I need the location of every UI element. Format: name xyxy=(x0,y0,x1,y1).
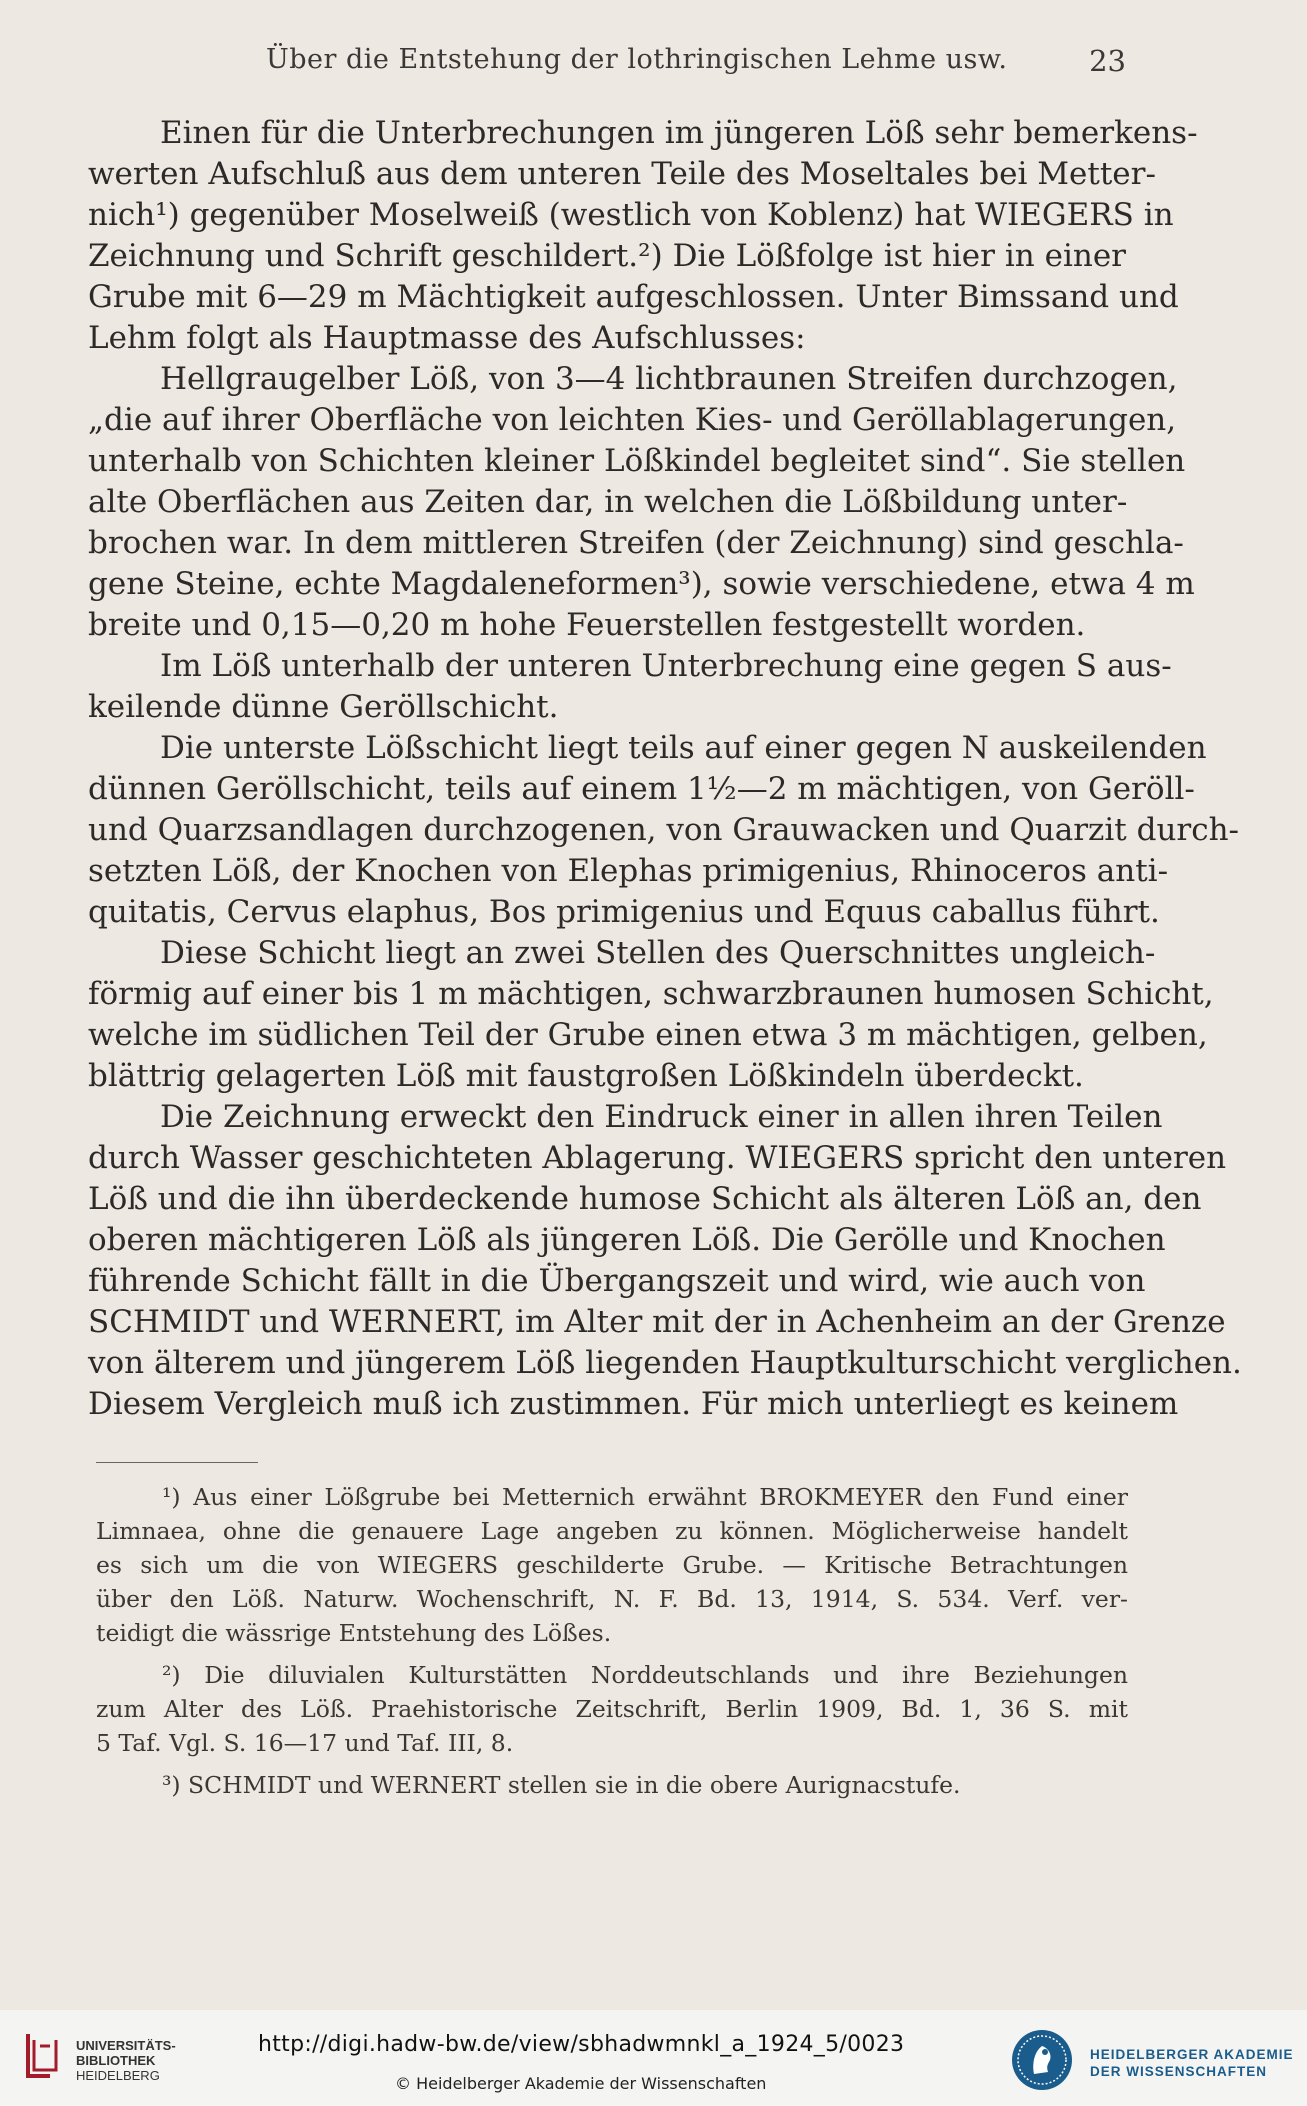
body-line: unterhalb von Schichten kleiner Lößkindel begleitet sind“. Sie stellen xyxy=(88,443,1186,479)
body-line: welche im südlichen Teil der Grube einen etwa 3 m mächtigen, gelben, xyxy=(88,1017,1208,1053)
body-line: SCHMIDT und WERNERT, im Alter mit der in Achenheim an der Grenze xyxy=(88,1304,1226,1340)
footnote-line: ¹) Aus einer Lößgrube bei Metternich erwähnt BROKMEYER den Fund einer xyxy=(162,1483,1128,1511)
body-line: quitatis, Cervus elaphus, Bos primigenius und Equus caballus führt. xyxy=(88,894,1160,930)
body-line: Die Zeichnung erweckt den Eindruck einer in allen ihren Teilen xyxy=(160,1099,1163,1135)
footnote-line: teidigt die wässrige Entstehung des Lößes. xyxy=(96,1619,612,1647)
body-line: blättrig gelagerten Löß mit faustgroßen Lößkindeln überdeckt. xyxy=(88,1058,1084,1094)
body-line: Zeichnung und Schrift geschildert.²) Die Lößfolge ist hier in einer xyxy=(88,238,1126,274)
university-library-logo-icon xyxy=(20,2030,64,2082)
body-line: breite und 0,15—0,20 m hohe Feuerstellen festgestellt worden. xyxy=(88,607,1086,643)
page-number: 23 xyxy=(1089,44,1126,78)
body-line: durch Wasser geschichteten Ablagerung. WIEGERS spricht den unteren xyxy=(88,1140,1227,1176)
body-line: Diese Schicht liegt an zwei Stellen des Querschnittes ungleich- xyxy=(160,935,1156,971)
running-head-title: Über die Entstehung der lothringischen Lehme usw. xyxy=(266,44,1008,75)
academy-emblem-icon xyxy=(1010,2028,1074,2092)
body-line: Grube mit 6—29 m Mächtigkeit aufgeschlossen. Unter Bimssand und xyxy=(88,279,1179,315)
university-library-name: UNIVERSITÄTS- BIBLIOTHEK HEIDELBERG xyxy=(76,2038,176,2083)
body-line: nich¹) gegenüber Moselweiß (westlich von Koblenz) hat WIEGERS in xyxy=(88,197,1174,233)
body-line: Die unterste Lößschicht liegt teils auf einer gegen N auskeilenden xyxy=(160,730,1207,766)
body-line: keilende dünne Geröllschicht. xyxy=(88,689,559,725)
footnote-line: zum Alter des Löß. Praehistorische Zeitschrift, Berlin 1909, Bd. 1, 36 S. mit xyxy=(96,1695,1128,1723)
footnote-divider xyxy=(96,1462,258,1463)
footnote-line: über den Löß. Naturw. Wochenschrift, N. F. Bd. 13, 1914, S. 534. Verf. ver- xyxy=(96,1585,1128,1613)
body-line: Löß und die ihn überdeckende humose Schicht als älteren Löß an, den xyxy=(88,1181,1202,1217)
footnote-line: es sich um die von WIEGERS geschilderte Grube. — Kritische Betrachtungen xyxy=(96,1551,1128,1579)
body-line: Hellgraugelber Löß, von 3—4 lichtbraunen Streifen durchzogen, xyxy=(160,361,1178,397)
body-line: Diesem Vergleich muß ich zustimmen. Für mich unterliegt es keinem xyxy=(88,1386,1179,1422)
body-line: oberen mächtigeren Löß als jüngeren Löß. Die Gerölle und Knochen xyxy=(88,1222,1166,1258)
body-line: „die auf ihrer Oberfläche von leichten Kies- und Geröllablagerungen, xyxy=(88,402,1177,438)
permalink-url[interactable]: http://digi.hadw-bw.de/view/sbhadwmnkl_a_1924_5/0023 xyxy=(258,2032,905,2057)
body-line: Einen für die Unterbrechungen im jüngeren Löß sehr bemerkens- xyxy=(160,115,1198,151)
footnote-line: ³) SCHMIDT und WERNERT stellen sie in die obere Aurignacstufe. xyxy=(162,1771,961,1799)
footnote-line: Limnaea, ohne die genauere Lage angeben zu können. Möglicherweise handelt xyxy=(96,1517,1128,1545)
academy-name: HEIDELBERGER AKADEMIE DER WISSENSCHAFTEN xyxy=(1090,2047,1294,2079)
body-line: brochen war. In dem mittleren Streifen (der Zeichnung) sind geschla- xyxy=(88,525,1184,561)
body-line: förmig auf einer bis 1 m mächtigen, schwarzbraunen humosen Schicht, xyxy=(88,976,1214,1012)
body-line: und Quarzsandlagen durchzogenen, von Grauwacken und Quarzit durch- xyxy=(88,812,1240,848)
body-line: setzten Löß, der Knochen von Elephas primigenius, Rhinoceros anti- xyxy=(88,853,1169,889)
running-head xyxy=(86,44,1126,84)
body-line: gene Steine, echte Magdaleneformen³), sowie verschiedene, etwa 4 m xyxy=(88,566,1195,602)
body-line: Im Löß unterhalb der unteren Unterbrechung eine gegen S aus- xyxy=(160,648,1172,684)
footnote-line: ²) Die diluvialen Kulturstätten Norddeutschlands und ihre Beziehungen xyxy=(162,1661,1128,1689)
body-line: alte Oberflächen aus Zeiten dar, in welchen die Lößbildung unter- xyxy=(88,484,1128,520)
viewer-footer xyxy=(0,2010,1307,2106)
body-line: Lehm folgt als Hauptmasse des Aufschlusses: xyxy=(88,320,806,356)
body-line: führende Schicht fällt in die Übergangszeit und wird, wie auch von xyxy=(88,1263,1146,1299)
body-line: dünnen Geröllschicht, teils auf einem 1½—2 m mächtigen, von Geröll- xyxy=(88,771,1195,807)
copyright-notice: © Heidelberger Akademie der Wissenschaften xyxy=(395,2074,767,2093)
footnote-line: 5 Taf. Vgl. S. 16—17 und Taf. III, 8. xyxy=(96,1729,514,1757)
body-line: von älterem und jüngerem Löß liegenden Hauptkulturschicht verglichen. xyxy=(88,1345,1242,1381)
body-line: werten Aufschluß aus dem unteren Teile des Moseltales bei Metter- xyxy=(88,156,1156,192)
